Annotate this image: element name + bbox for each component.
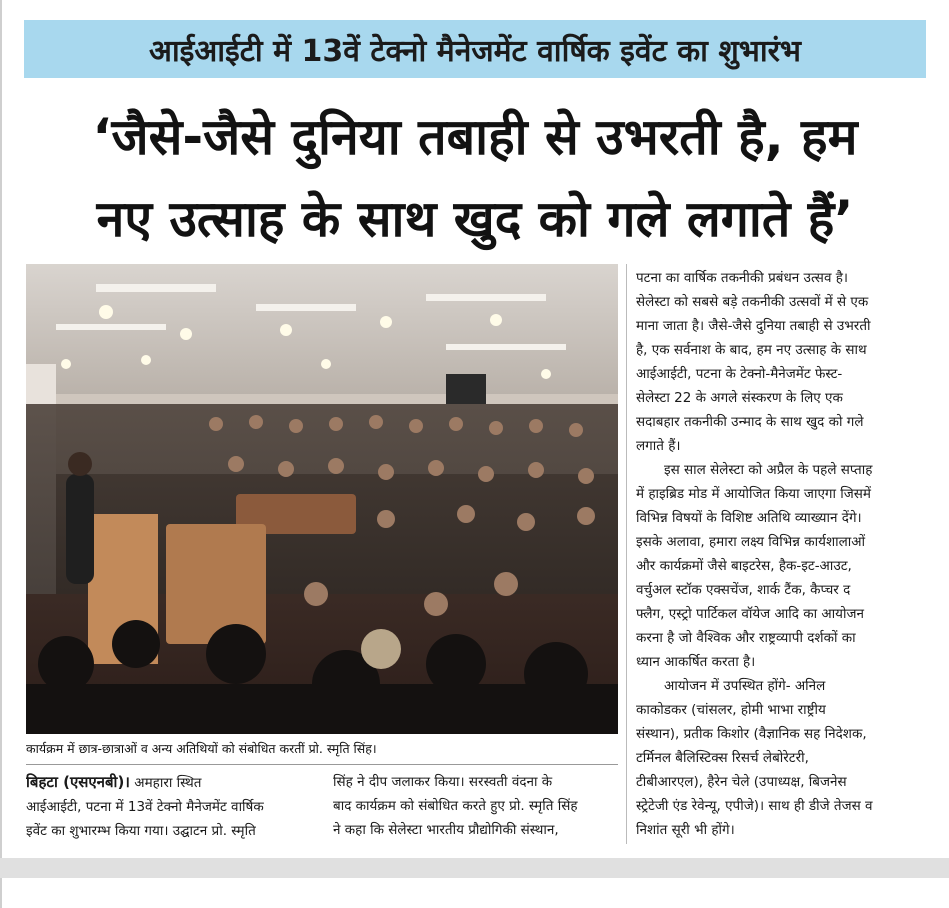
column-3-p1-line: सेलेस्टा को सबसे बड़े तकनीकी उत्सवों में से एक xyxy=(636,294,869,310)
column-2-line-2: बाद कार्यक्रम को संबोधित करते हुए प्रो. स्मृति सिंह xyxy=(333,798,578,814)
column-3-p1-line: लगाते हैं। xyxy=(636,438,681,454)
article-column-1 xyxy=(26,770,311,843)
headline-line-1: ‘जैसे-जैसे दुनिया तबाही से उभरती है, हम xyxy=(92,108,858,166)
column-3-p1-line: पटना का वार्षिक तकनीकी प्रबंधन उत्सव है। xyxy=(636,270,849,286)
column-3-p3-line: स्ट्रेटेजी एंड रेवेन्यू, एपीजे)। साथ ही डीजे तेजस व xyxy=(636,798,873,814)
headline-line-2: नए उत्साह के साथ खुद को गले लगाते हैं’ xyxy=(96,190,854,248)
column-3-paragraph-2 xyxy=(636,458,926,674)
column-2-line-1: सिंह ने दीप जलाकर किया। सरस्वती वंदना के xyxy=(333,774,553,790)
column-3-p2-line: करना है जो वैश्विक और राष्ट्रव्यापी दर्शकों का xyxy=(636,630,856,646)
column-1-line-2: आईआईटी, पटना में 13वें टेक्नो मैनेजमेंट वार्षिक xyxy=(26,799,264,815)
column-3-p3-line: काकोडकर (चांसलर, होमी भाभा राष्ट्रीय xyxy=(636,702,826,718)
column-3-p1-line: सदाबहार तकनीकी उन्माद के साथ खुद को गले xyxy=(636,414,864,430)
headline xyxy=(24,96,926,260)
column-3-paragraph-1 xyxy=(636,266,926,458)
column-3-p2-line: फ्लैग, एस्ट्रो पार्टिकल वॉयेज आदि का आयोजन xyxy=(636,606,865,622)
column-3-p2-line: विभिन्न विषयों के विशिष्ट अतिथि व्याख्यान देंगे। xyxy=(636,510,862,526)
column-3-p1-line: माना जाता है। जैसे-जैसे दुनिया तबाही से उभरती xyxy=(636,318,871,334)
column-3-p2-line: इसके अलावा, हमारा लक्ष्य विभिन्न कार्यशालाओं xyxy=(636,534,866,550)
column-3-p2-line: इस साल सेलेस्टा को अप्रैल के पहले सप्ताह xyxy=(664,462,873,478)
column-3-p2-line: वर्चुअल स्टॉक एक्सचेंज, शार्क टैंक, कैप्चर द xyxy=(636,582,851,598)
column-3-p1-line: सेलेस्टा 22 के अगले संस्करण के लिए एक xyxy=(636,390,843,406)
dateline: बिहटा (एसएनबी)। xyxy=(26,773,130,791)
caption-rule xyxy=(26,764,618,765)
column-1-line-1-text: अमहारा स्थित xyxy=(134,775,202,791)
page-bottom-band xyxy=(0,858,949,878)
column-3-p1-line: है, एक सर्वनाश के बाद, हम नए उत्साह के साथ xyxy=(636,342,867,358)
column-1-line-3: इवेंट का शुभारम्भ किया गया। उद्घाटन प्रो. स्मृति xyxy=(26,823,256,839)
column-3-p2-line: में हाइब्रिड मोड में आयोजित किया जाएगा जिसमें xyxy=(636,486,872,502)
column-3-p3-line: आयोजन में उपस्थित होंगे- अनिल xyxy=(664,678,826,694)
column-3-p3-line: टर्मिनल बैलिस्टिक्स रिसर्च लेबोरेटरी, xyxy=(636,750,809,766)
column-3-p2-line: ध्यान आकर्षित करता है। xyxy=(636,654,756,670)
page-edge-rule xyxy=(0,0,2,908)
column-3-p3-line: टीबीआरएल), हैरेन चेले (उपाध्यक्ष, बिजनेस xyxy=(636,774,847,790)
kicker-banner xyxy=(24,20,926,78)
event-photo xyxy=(26,264,618,734)
column-3-paragraph-3 xyxy=(636,674,926,842)
photo-caption: कार्यक्रम में छात्र-छात्राओं व अन्य अतिथियों को संबोधित करतीं प्रो. स्मृति सिंह। xyxy=(26,741,377,756)
column-3-p3-line: निशांत सूरी भी होंगे। xyxy=(636,822,735,838)
column-2-line-3: ने कहा कि सेलेस्टा भारतीय प्रौद्योगिकी संस्थान, xyxy=(333,822,559,838)
column-divider xyxy=(626,264,627,844)
article-column-3 xyxy=(636,266,926,842)
column-1-line-1 xyxy=(26,770,311,795)
auditorium-photo-illustration xyxy=(26,264,618,734)
kicker-text: आईआईटी में 13वें टेक्नो मैनेजमेंट वार्षिक इवेंट का शुभारंभ xyxy=(148,33,802,69)
article-column-2 xyxy=(333,770,618,842)
column-3-p2-line: और कार्यक्रमों जैसे बाइटरेस, हैक-इट-आउट, xyxy=(636,558,852,574)
column-3-p1-line: आईआईटी, पटना के टेक्नो-मैनेजमेंट फेस्ट- xyxy=(636,366,843,382)
column-3-p3-line: संस्थान), प्रतीक किशोर (वैज्ञानिक सह निदेशक, xyxy=(636,726,867,742)
